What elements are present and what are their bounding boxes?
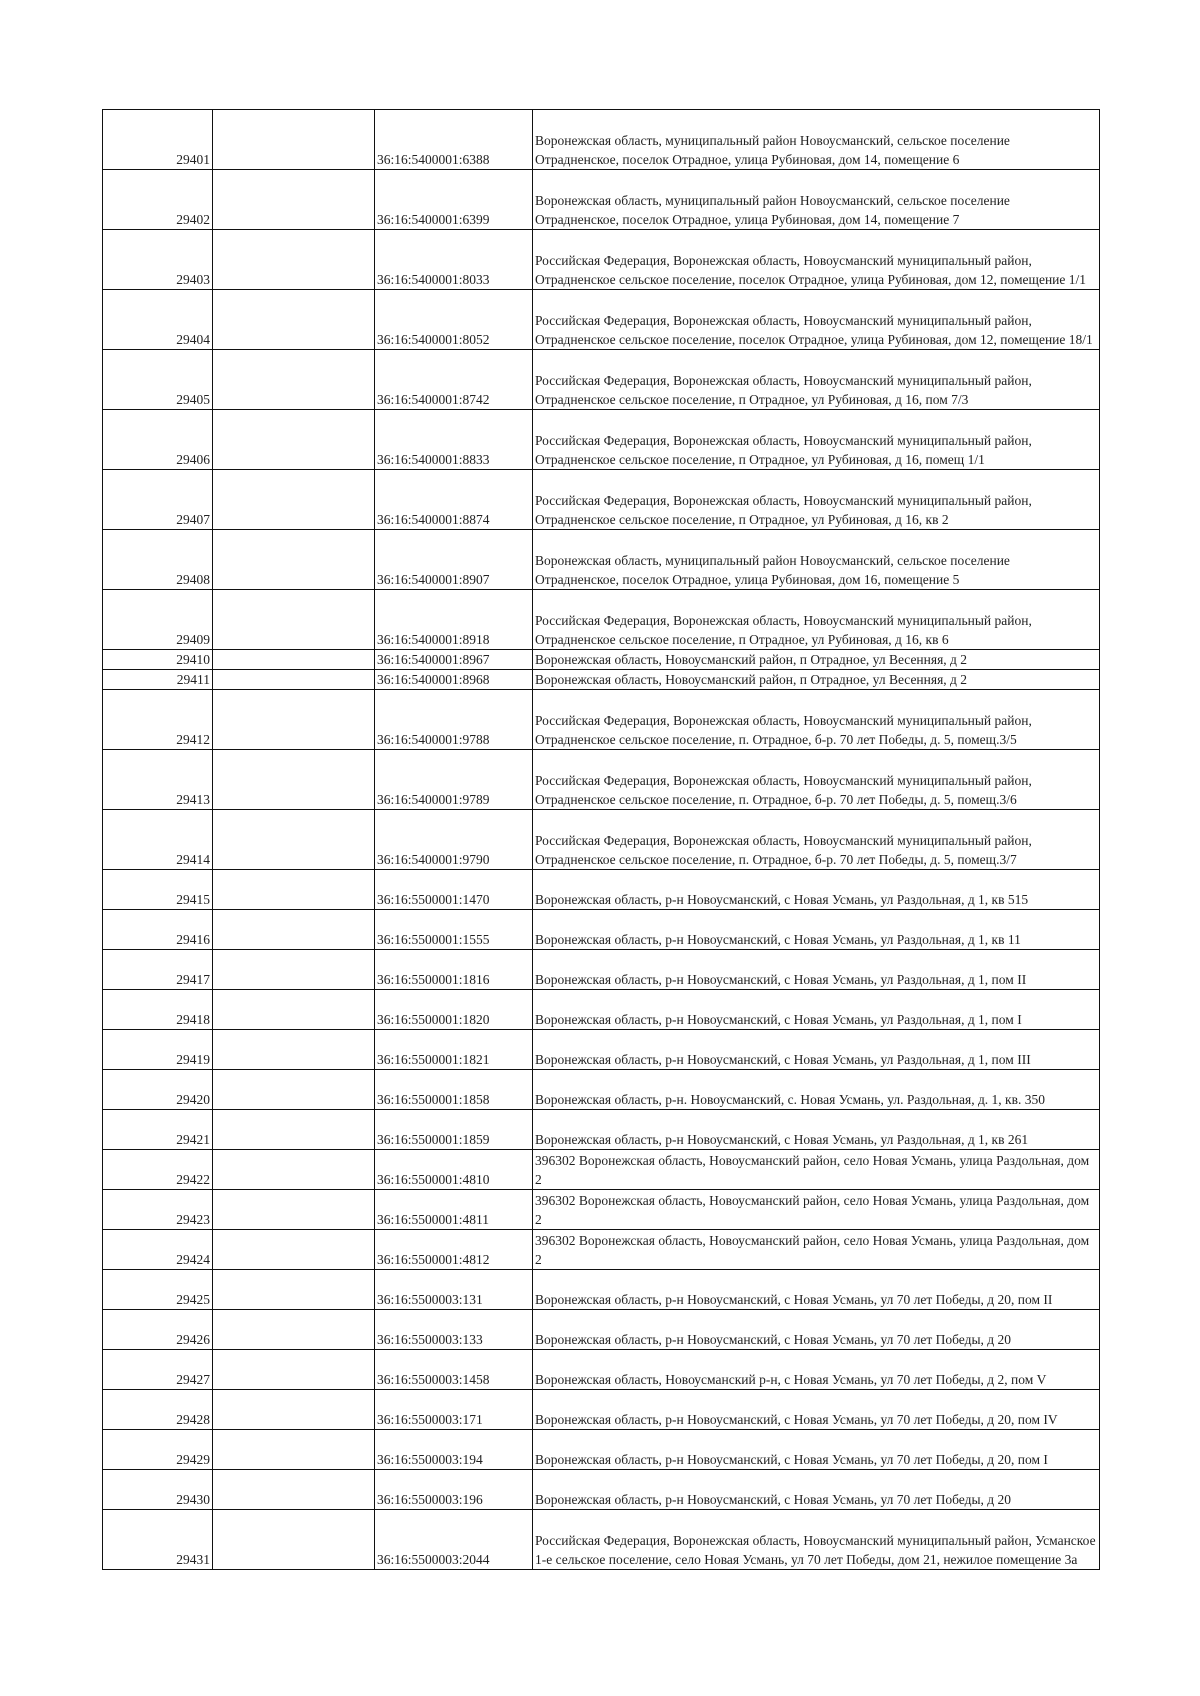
row-number: 29404 <box>103 290 213 350</box>
address-cell: 396302 Воронежская область, Новоусманский район, село Новая Усмань, улица Раздольная, дом 2 <box>533 1190 1100 1230</box>
row-number: 29414 <box>103 810 213 870</box>
empty-cell <box>213 750 375 810</box>
table-row <box>103 1070 1100 1110</box>
empty-cell <box>213 1070 375 1110</box>
address-cell: Российская Федерация, Воронежская область, Новоусманский муниципальный район, Отрадненское сельское поселение, п Отрадное, ул Рубиновая, д 16, кв 6 <box>533 590 1100 650</box>
cadastral-number: 36:16:5500003:2044 <box>375 1510 533 1570</box>
cadastral-number: 36:16:5400001:9789 <box>375 750 533 810</box>
address-cell: Воронежская область, муниципальный район Новоусманский, сельское поселение Отрадненское, поселок Отрадное, улица Рубиновая, дом 14, помещение 6 <box>533 110 1100 170</box>
cadastral-number: 36:16:5500001:4811 <box>375 1190 533 1230</box>
address-cell: Воронежская область, р-н Новоусманский, с Новая Усмань, ул Раздольная, д 1, пом III <box>533 1030 1100 1070</box>
table-row <box>103 470 1100 530</box>
address-cell: Воронежская область, р-н Новоусманский, с Новая Усмань, ул Раздольная, д 1, кв 11 <box>533 910 1100 950</box>
address-cell: 396302 Воронежская область, Новоусманский район, село Новая Усмань, улица Раздольная, дом 2 <box>533 1150 1100 1190</box>
cadastral-number: 36:16:5400001:8918 <box>375 590 533 650</box>
empty-cell <box>213 590 375 650</box>
cadastral-number: 36:16:5400001:6399 <box>375 170 533 230</box>
cadastral-number: 36:16:5400001:8907 <box>375 530 533 590</box>
cadastral-number: 36:16:5500003:133 <box>375 1310 533 1350</box>
empty-cell <box>213 170 375 230</box>
empty-cell <box>213 1310 375 1350</box>
table-row <box>103 670 1100 690</box>
empty-cell <box>213 350 375 410</box>
cadastral-number: 36:16:5500001:1859 <box>375 1110 533 1150</box>
empty-cell <box>213 690 375 750</box>
empty-cell <box>213 110 375 170</box>
cadastral-number: 36:16:5400001:6388 <box>375 110 533 170</box>
empty-cell <box>213 650 375 670</box>
row-number: 29427 <box>103 1350 213 1390</box>
row-number: 29405 <box>103 350 213 410</box>
address-cell: Воронежская область, Новоусманский район, п Отрадное, ул Весенняя, д 2 <box>533 650 1100 670</box>
row-number: 29428 <box>103 1390 213 1430</box>
cadastral-number: 36:16:5500001:1821 <box>375 1030 533 1070</box>
row-number: 29421 <box>103 1110 213 1150</box>
cadastral-number: 36:16:5500001:1820 <box>375 990 533 1030</box>
table-row <box>103 1350 1100 1390</box>
cadastral-number: 36:16:5500001:1555 <box>375 910 533 950</box>
row-number: 29407 <box>103 470 213 530</box>
address-cell: Воронежская область, р-н Новоусманский, с Новая Усмань, ул 70 лет Победы, д 20, пом II <box>533 1270 1100 1310</box>
empty-cell <box>213 410 375 470</box>
row-number: 29408 <box>103 530 213 590</box>
address-cell: Воронежская область, муниципальный район Новоусманский, сельское поселение Отрадненское, поселок Отрадное, улица Рубиновая, дом 16, помещение 5 <box>533 530 1100 590</box>
row-number: 29429 <box>103 1430 213 1470</box>
table-row <box>103 1190 1100 1230</box>
empty-cell <box>213 990 375 1030</box>
empty-cell <box>213 670 375 690</box>
cadastral-number: 36:16:5400001:9790 <box>375 810 533 870</box>
address-cell: Воронежская область, р-н Новоусманский, с Новая Усмань, ул Раздольная, д 1, кв 515 <box>533 870 1100 910</box>
empty-cell <box>213 1350 375 1390</box>
cadastral-number: 36:16:5500001:4810 <box>375 1150 533 1190</box>
address-cell: Воронежская область, р-н Новоусманский, с Новая Усмань, ул Раздольная, д 1, пом II <box>533 950 1100 990</box>
empty-cell <box>213 1150 375 1190</box>
row-number: 29413 <box>103 750 213 810</box>
empty-cell <box>213 1230 375 1270</box>
table-row <box>103 590 1100 650</box>
row-number: 29415 <box>103 870 213 910</box>
empty-cell <box>213 1510 375 1570</box>
table-row <box>103 810 1100 870</box>
row-number: 29420 <box>103 1070 213 1110</box>
row-number: 29419 <box>103 1030 213 1070</box>
address-cell: Российская Федерация, Воронежская область, Новоусманский муниципальный район, Отрадненское сельское поселение, п. Отрадное, б-р. 70 лет Победы, д. 5, помещ.3/7 <box>533 810 1100 870</box>
cadastral-number: 36:16:5500003:1458 <box>375 1350 533 1390</box>
address-cell: Воронежская область, р-н Новоусманский, с Новая Усмань, ул 70 лет Победы, д 20, пом IV <box>533 1390 1100 1430</box>
registry-table-body <box>103 110 1100 1570</box>
cadastral-number: 36:16:5400001:8968 <box>375 670 533 690</box>
table-row <box>103 1230 1100 1270</box>
table-row <box>103 230 1100 290</box>
cadastral-number: 36:16:5500003:196 <box>375 1470 533 1510</box>
address-cell: Воронежская область, муниципальный район Новоусманский, сельское поселение Отрадненское, поселок Отрадное, улица Рубиновая, дом 14, помещение 7 <box>533 170 1100 230</box>
row-number: 29431 <box>103 1510 213 1570</box>
table-row <box>103 110 1100 170</box>
registry-table <box>102 109 1100 1570</box>
cadastral-number: 36:16:5400001:8742 <box>375 350 533 410</box>
table-row <box>103 350 1100 410</box>
table-row <box>103 1270 1100 1310</box>
table-row <box>103 910 1100 950</box>
row-number: 29417 <box>103 950 213 990</box>
table-row <box>103 1150 1100 1190</box>
cadastral-number: 36:16:5400001:9788 <box>375 690 533 750</box>
table-row <box>103 650 1100 670</box>
address-cell: Воронежская область, р-н Новоусманский, с Новая Усмань, ул Раздольная, д 1, пом I <box>533 990 1100 1030</box>
address-cell: Воронежская область, р-н Новоусманский, с Новая Усмань, ул 70 лет Победы, д 20, пом I <box>533 1430 1100 1470</box>
row-number: 29410 <box>103 650 213 670</box>
table-row <box>103 410 1100 470</box>
cadastral-number: 36:16:5400001:8033 <box>375 230 533 290</box>
cadastral-number: 36:16:5500001:1816 <box>375 950 533 990</box>
empty-cell <box>213 290 375 350</box>
cadastral-number: 36:16:5500001:1858 <box>375 1070 533 1110</box>
empty-cell <box>213 810 375 870</box>
empty-cell <box>213 1030 375 1070</box>
row-number: 29416 <box>103 910 213 950</box>
address-cell: Воронежская область, Новоусманский р-н, с Новая Усмань, ул 70 лет Победы, д 2, пом V <box>533 1350 1100 1390</box>
address-cell: Воронежская область, р-н. Новоусманский, с. Новая Усмань, ул. Раздольная, д. 1, кв. 350 <box>533 1070 1100 1110</box>
address-cell: Российская Федерация, Воронежская область, Новоусманский муниципальный район, Отрадненское сельское поселение, п. Отрадное, б-р. 70 лет Победы, д. 5, помещ.3/6 <box>533 750 1100 810</box>
row-number: 29402 <box>103 170 213 230</box>
address-cell: Российская Федерация, Воронежская область, Новоусманский муниципальный район, Отрадненское сельское поселение, п. Отрадное, б-р. 70 лет Победы, д. 5, помещ.3/5 <box>533 690 1100 750</box>
table-row <box>103 290 1100 350</box>
empty-cell <box>213 230 375 290</box>
row-number: 29424 <box>103 1230 213 1270</box>
table-row <box>103 1470 1100 1510</box>
row-number: 29409 <box>103 590 213 650</box>
table-row <box>103 1110 1100 1150</box>
address-cell: Российская Федерация, Воронежская область, Новоусманский муниципальный район, Отрадненское сельское поселение, п Отрадное, ул Рубиновая, д 16, кв 2 <box>533 470 1100 530</box>
address-cell: Воронежская область, р-н Новоусманский, с Новая Усмань, ул 70 лет Победы, д 20 <box>533 1310 1100 1350</box>
table-row <box>103 1310 1100 1350</box>
empty-cell <box>213 530 375 590</box>
address-cell: Российская Федерация, Воронежская область, Новоусманский муниципальный район, Отрадненское сельское поселение, поселок Отрадное, улица Рубиновая, дом 12, помещение 18/1 <box>533 290 1100 350</box>
table-row <box>103 950 1100 990</box>
table-row <box>103 530 1100 590</box>
address-cell: Российская Федерация, Воронежская область, Новоусманский муниципальный район, Усманское 1-е сельское поселение, село Новая Усмань, ул 70 лет Победы, дом 21, нежилое помещение 3а <box>533 1510 1100 1570</box>
row-number: 29423 <box>103 1190 213 1230</box>
address-cell: Воронежская область, Новоусманский район, п Отрадное, ул Весенняя, д 2 <box>533 670 1100 690</box>
empty-cell <box>213 1470 375 1510</box>
empty-cell <box>213 470 375 530</box>
address-cell: Российская Федерация, Воронежская область, Новоусманский муниципальный район, Отрадненское сельское поселение, поселок Отрадное, улица Рубиновая, дом 12, помещение 1/1 <box>533 230 1100 290</box>
table-row <box>103 1430 1100 1470</box>
row-number: 29411 <box>103 670 213 690</box>
row-number: 29422 <box>103 1150 213 1190</box>
row-number: 29406 <box>103 410 213 470</box>
row-number: 29403 <box>103 230 213 290</box>
cadastral-number: 36:16:5400001:8874 <box>375 470 533 530</box>
table-row <box>103 1510 1100 1570</box>
address-cell: Воронежская область, р-н Новоусманский, с Новая Усмань, ул 70 лет Победы, д 20 <box>533 1470 1100 1510</box>
table-row <box>103 750 1100 810</box>
cadastral-number: 36:16:5500001:1470 <box>375 870 533 910</box>
address-cell: Воронежская область, р-н Новоусманский, с Новая Усмань, ул Раздольная, д 1, кв 261 <box>533 1110 1100 1150</box>
cadastral-number: 36:16:5500001:4812 <box>375 1230 533 1270</box>
empty-cell <box>213 1430 375 1470</box>
table-row <box>103 690 1100 750</box>
empty-cell <box>213 1190 375 1230</box>
empty-cell <box>213 870 375 910</box>
row-number: 29412 <box>103 690 213 750</box>
row-number: 29426 <box>103 1310 213 1350</box>
cadastral-number: 36:16:5400001:8052 <box>375 290 533 350</box>
table-row <box>103 1030 1100 1070</box>
address-cell: 396302 Воронежская область, Новоусманский район, село Новая Усмань, улица Раздольная, дом 2 <box>533 1230 1100 1270</box>
table-row <box>103 870 1100 910</box>
cadastral-number: 36:16:5500003:131 <box>375 1270 533 1310</box>
cadastral-number: 36:16:5400001:8833 <box>375 410 533 470</box>
row-number: 29430 <box>103 1470 213 1510</box>
row-number: 29418 <box>103 990 213 1030</box>
row-number: 29401 <box>103 110 213 170</box>
cadastral-number: 36:16:5400001:8967 <box>375 650 533 670</box>
address-cell: Российская Федерация, Воронежская область, Новоусманский муниципальный район, Отрадненское сельское поселение, п Отрадное, ул Рубиновая, д 16, помещ 1/1 <box>533 410 1100 470</box>
empty-cell <box>213 910 375 950</box>
table-row <box>103 990 1100 1030</box>
table-row <box>103 1390 1100 1430</box>
empty-cell <box>213 1110 375 1150</box>
table-row <box>103 170 1100 230</box>
empty-cell <box>213 950 375 990</box>
address-cell: Российская Федерация, Воронежская область, Новоусманский муниципальный район, Отрадненское сельское поселение, п Отрадное, ул Рубиновая, д 16, пом 7/3 <box>533 350 1100 410</box>
empty-cell <box>213 1390 375 1430</box>
cadastral-number: 36:16:5500003:194 <box>375 1430 533 1470</box>
row-number: 29425 <box>103 1270 213 1310</box>
empty-cell <box>213 1270 375 1310</box>
cadastral-number: 36:16:5500003:171 <box>375 1390 533 1430</box>
